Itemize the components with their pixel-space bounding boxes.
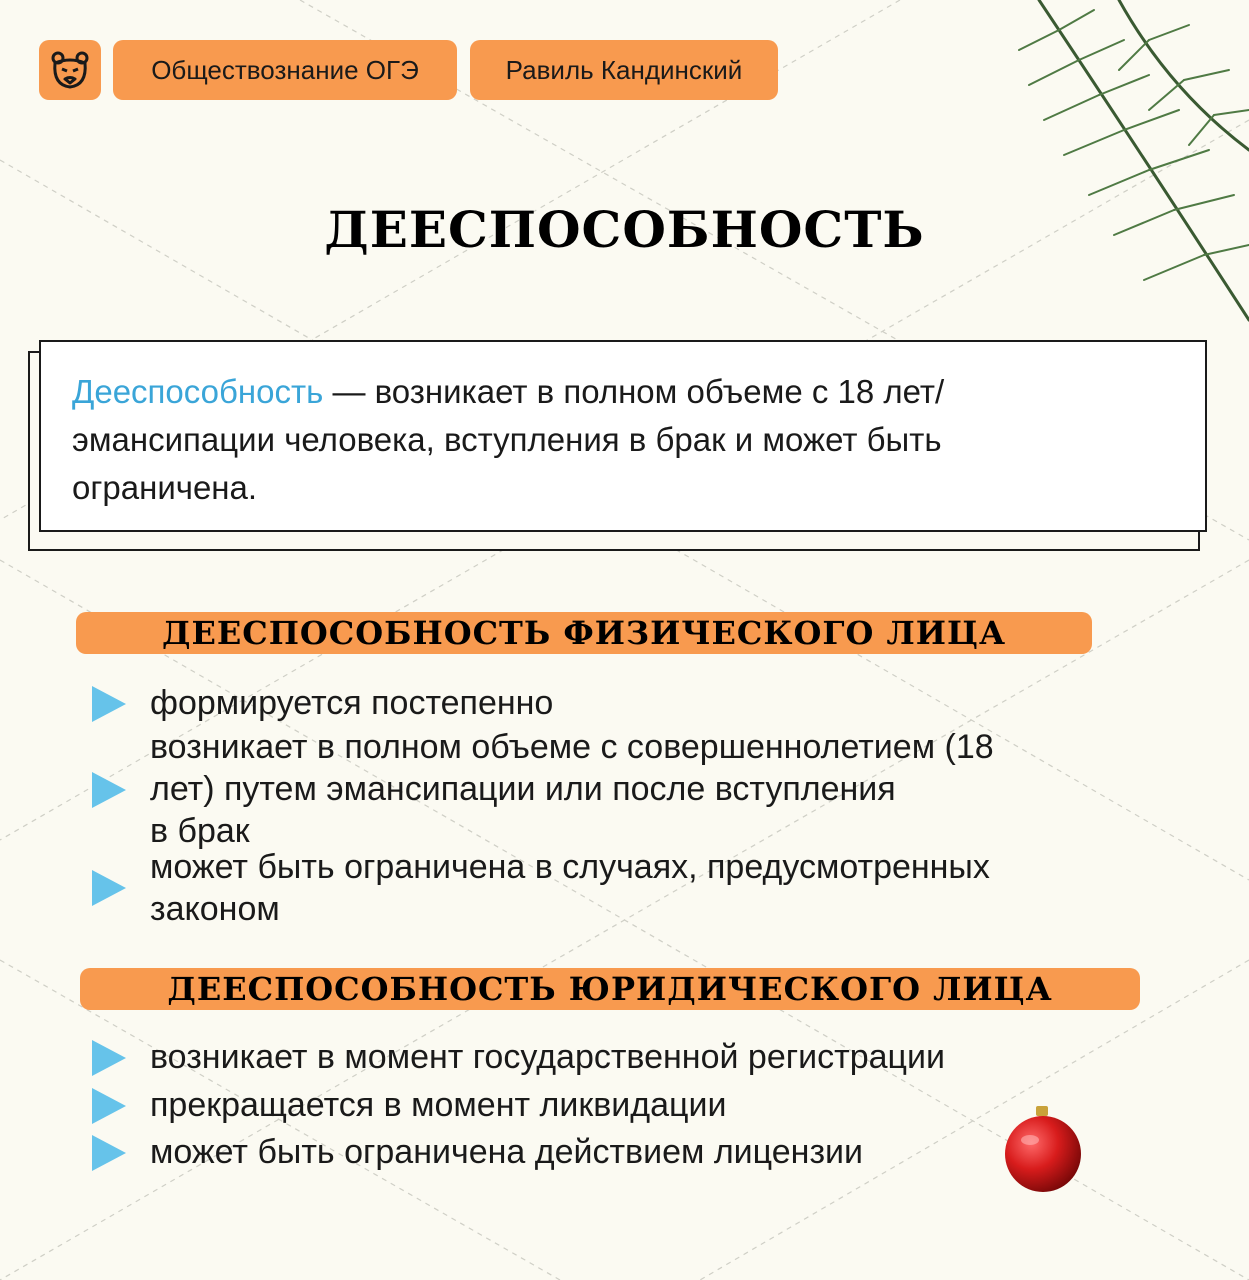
bullet-text: может быть ограничена действием лицензии (150, 1133, 864, 1171)
subject-chip: Обществознание ОГЭ (113, 40, 457, 100)
definition-line-1 (72, 368, 1175, 416)
fir-branch-icon (999, 0, 1249, 330)
page-title: ДЕЕСПОСОБНОСТЬ (324, 200, 925, 259)
definition-text: — возникает в полном объеме с 18 лет/ (323, 373, 945, 410)
bullet-text: может быть ограничена в случаях, предусмотренных (150, 848, 990, 886)
bullet-text: лет) путем эмансипации или после вступления (150, 770, 896, 808)
author-chip: Равиль Кандинский (470, 40, 778, 100)
arrow-bullet-icon (92, 1135, 126, 1171)
logo (39, 40, 101, 100)
bullet-text: возникает в момент государственной регистрации (150, 1038, 945, 1076)
arrow-bullet-icon (92, 1040, 126, 1076)
bullet-text: формируется постепенно (150, 684, 554, 722)
arrow-bullet-icon (92, 870, 126, 906)
bullet-text: в брак (150, 812, 250, 850)
bullet-text: законом (150, 890, 280, 928)
arrow-bullet-icon (92, 686, 126, 722)
definition-line-2: эмансипации человека, вступления в брак и может быть (72, 421, 942, 458)
section-heading-physical: ДЕЕСПОСОБНОСТЬ ФИЗИЧЕСКОГО ЛИЦА (76, 612, 1092, 654)
bullet-text: возникает в полном объеме с совершеннолетием (18 (150, 728, 994, 766)
bullet-text: прекращается в момент ликвидации (150, 1086, 727, 1124)
definition-box (39, 340, 1207, 532)
definition-term: Дееспособность (72, 373, 324, 410)
arrow-bullet-icon (92, 1088, 126, 1124)
christmas-ornament-icon (1002, 1104, 1084, 1194)
definition-line-3: ограничена. (72, 469, 258, 506)
section-heading-legal: ДЕЕСПОСОБНОСТЬ ЮРИДИЧЕСКОГО ЛИЦА (80, 968, 1140, 1010)
arrow-bullet-icon (92, 772, 126, 808)
bear-face-icon (49, 49, 91, 91)
